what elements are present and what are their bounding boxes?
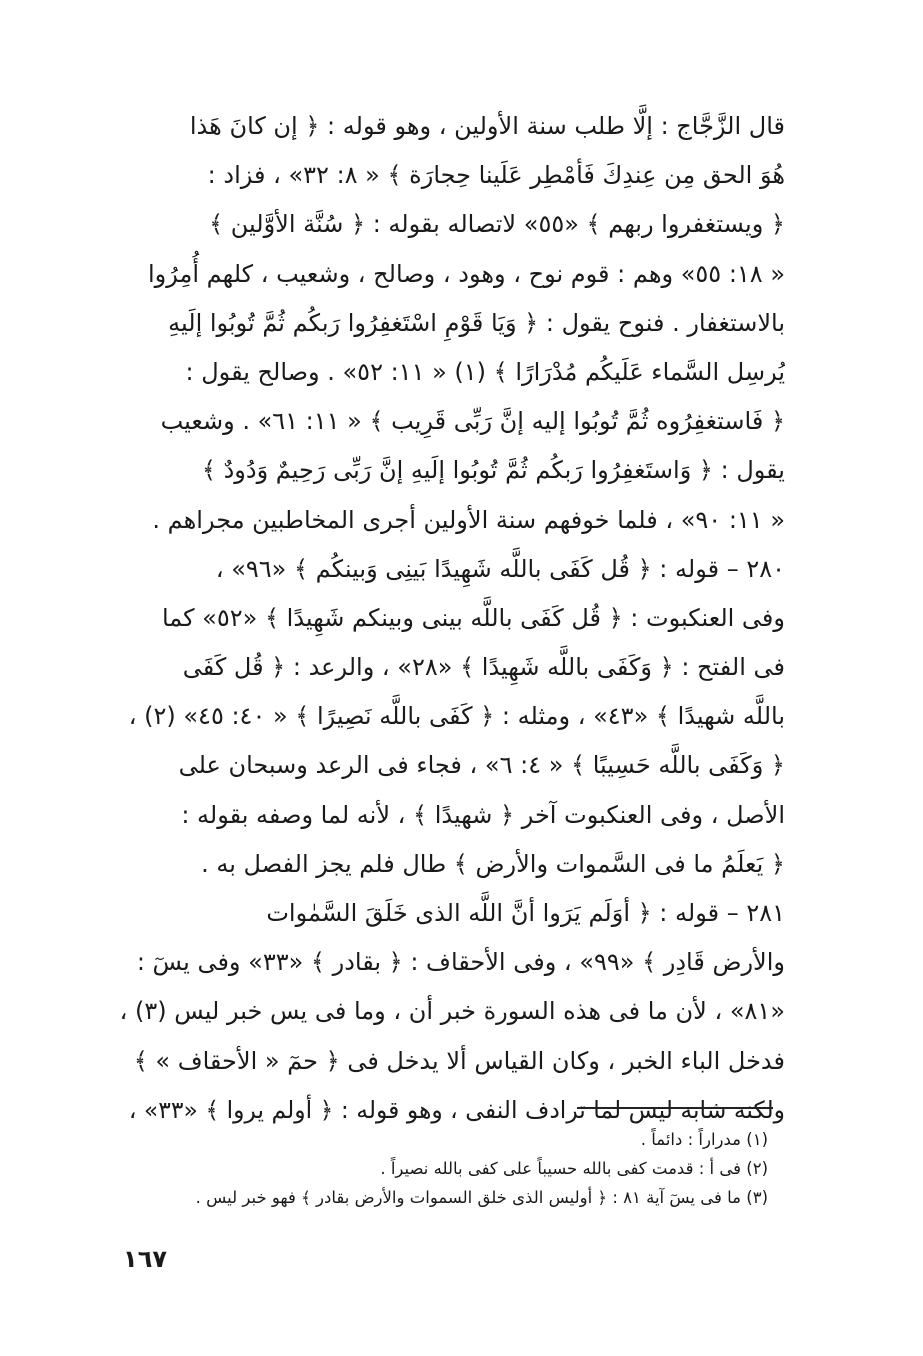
text-line: وفى العنكبوت : ﴿ قُل كَفَى باللَّه بينى وبينكم شَهِيدًا ﴾ «٥٢» كما	[161, 603, 785, 632]
text-line: والأرض قَادِر ﴾ «٩٩» ، وفى الأحقاف : ﴿ بقادر ﴾ «٣٣» وفى يسٓ :	[136, 948, 785, 977]
footnote-3: (٣) ما فى يسٓ آية ٨١ : ﴿ أوليس الذى خلق السموات والأرض بقادر ﴾ فهو خبر ليس .	[195, 1188, 768, 1207]
text-line: ﴿ ويستغفروا ربهم ﴾ «٥٥» لاتصاله بقوله : ﴿ سُنَّة الأوَّلين ﴾	[209, 210, 785, 239]
text-line: يُرسِل السَّماء عَلَيكُم مُدْرَارًا ﴾ (١) « ١١: ٥٢» . وصالح يقول :	[185, 357, 785, 386]
text-line: « ١١: ٩٠» ، فلما خوفهم سنة الأولين أجرى المخاطبين مجراهم .	[152, 505, 785, 534]
text-line: ﴿ فَاستغفِرُوه ثُمَّ تُوبُوا إليه إنَّ رَبِّى قَرِيب ﴾ « ١١: ٦١» . وشعيب	[160, 407, 785, 436]
main-text-block	[120, 102, 785, 1135]
footnotes	[120, 1125, 768, 1212]
text-line: ولكنه شابه ليس لما ترادف النفى ، وهو قوله : ﴿ أولم يروا ﴾ «٣٣» ،	[128, 1095, 785, 1124]
text-line: هُوَ الحق مِن عِندِكَ فَأمْطِر عَلَينا حِجارَة ﴾ « ٨: ٣٢» ، فزاد :	[207, 161, 785, 190]
text-line: «٨١» ، لأن ما فى هذه السورة خبر أن ، وما فى يس خبر ليس (٣) ،	[120, 997, 785, 1026]
text-line: يقول : ﴿ وَاستَغفِرُوا رَبكُم ثُمَّ تُوبُوا إلَيهِ إنَّ رَبِّى رَحِيمٌ وَدُودٌ ﴾	[201, 456, 785, 485]
text-line: ﴿ وَكَفَى باللَّه حَسِيبًا ﴾ « ٤: ٦» ، فجاء فى الرعد وسبحان على	[178, 751, 785, 780]
text-line: باللَّه شهيدًا ﴾ «٤٣» ، ومثله : ﴿ كَفَى باللَّه نَصِيرًا ﴾ « ٤٠: ٤٥» (٢) ،	[128, 702, 785, 731]
page-number: ١٦٧	[123, 1245, 167, 1273]
footnote-2: (٢) فى أ : قدمت كفى بالله حسيباً على كفى بالله نصيراً .	[380, 1159, 768, 1178]
footnote-divider	[577, 1107, 773, 1109]
text-line: ٢٨١ – قوله : ﴿ أوَلَم يَرَوا أنَّ اللَّه الذى خَلَقَ السَّمٰوات	[266, 899, 785, 927]
text-line: ٢٨٠ – قوله : ﴿ قُل كَفَى باللَّه شَهِيدًا بَينِى وَبينكُم ﴾ «٩٦» ،	[215, 554, 785, 583]
text-line: « ١٨: ٥٥» وهم : قوم نوح ، وهود ، وصالح ، وشعيب ، كلهم أُمِرُوا	[148, 259, 785, 288]
text-line: الأصل ، وفى العنكبوت آخر ﴿ شهيدًا ﴾ ، لأنه لما وصفه بقوله :	[181, 800, 785, 829]
footnote-1: (١) مدراراً : دائماً .	[640, 1130, 768, 1149]
text-line: فدخل الباء الخبر ، وكان القياس ألا يدخل فى ﴿ حمٓ « الأحقاف » ﴾	[133, 1046, 785, 1075]
text-line: قال الزَّجَّاج : إلَّا طلب سنة الأولين ، وهو قوله : ﴿ إن كانَ هَذا	[189, 112, 785, 140]
text-line: فى الفتح : ﴿ وَكَفَى باللَّه شَهِيدًا ﴾ «٢٨» ، والرعد : ﴿ قُل كَفَى	[182, 653, 785, 682]
text-line: ﴿ يَعلَمُ ما فى السَّموات والأرض ﴾ طال فلم يجز الفصل به .	[201, 849, 785, 878]
text-line: بالاستغفار . فنوح يقول : ﴿ وَيَا قَوْمِ اسْتَغفِرُوا رَبكُم ثُمَّ تُوبُوا إلَيهِ	[168, 308, 785, 337]
